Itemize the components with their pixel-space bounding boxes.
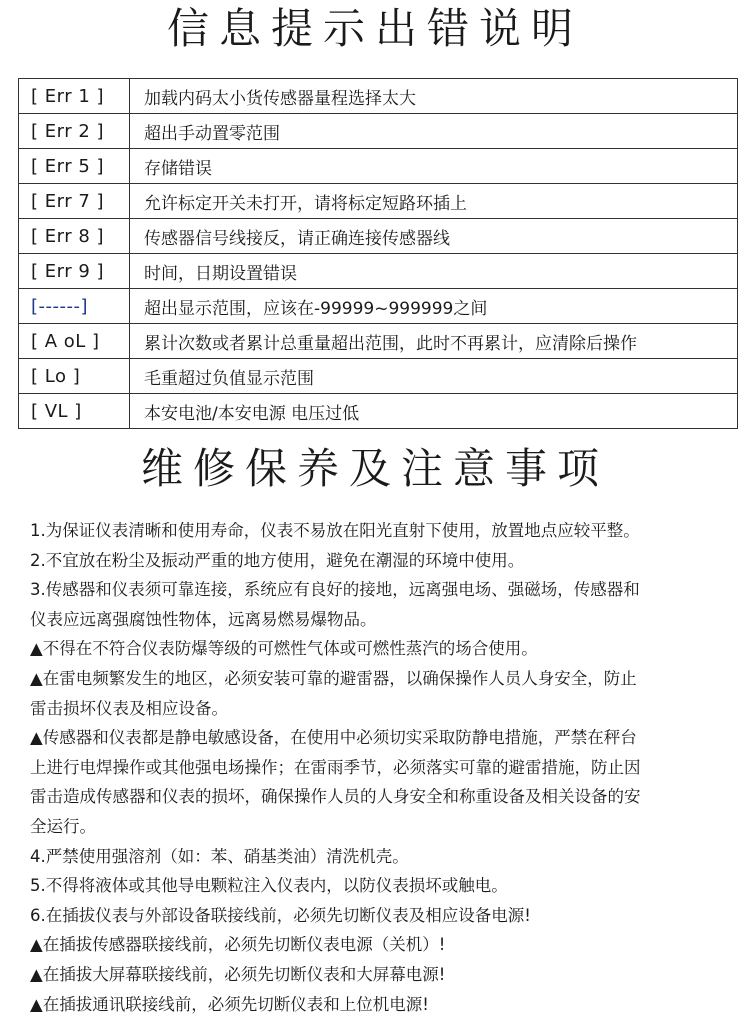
error-desc-cell: 允许标定开关未打开，请将标定短路环插上: [130, 184, 738, 219]
table-row: [19, 184, 738, 219]
error-code-table: [18, 78, 738, 429]
error-desc-cell: 存储错误: [130, 149, 738, 184]
note-line: 1.为保证仪表清晰和使用寿命，仪表不易放在阳光直射下使用，放置地点应较平整。: [30, 516, 730, 546]
error-desc-cell: 超出手动置零范围: [130, 114, 738, 149]
table-row: [19, 219, 738, 254]
error-code-cell: [ VL ]: [19, 394, 130, 429]
note-line: 雷击损坏仪表及相应设备。: [30, 694, 730, 724]
note-line: 3.传感器和仪表须可靠连接，系统应有良好的接地，远离强电场、强磁场，传感器和: [30, 575, 730, 605]
error-desc-cell: 累计次数或者累计总重量超出范围，此时不再累计，应清除后操作: [130, 324, 738, 359]
error-code-cell: [ Err 7 ]: [19, 184, 130, 219]
table-row: [19, 324, 738, 359]
note-line: ▲不得在不符合仪表防爆等级的可燃性气体或可燃性蒸汽的场合使用。: [30, 634, 730, 664]
error-code-cell: [------]: [19, 289, 130, 324]
error-code-cell: [ Lo ]: [19, 359, 130, 394]
table-row: [19, 114, 738, 149]
error-code-cell: [ Err 5 ]: [19, 149, 130, 184]
note-line: ▲在插拔大屏幕联接线前，必须先切断仪表和大屏幕电源!: [30, 960, 730, 990]
error-desc-cell: 时间，日期设置错误: [130, 254, 738, 289]
note-line: 5.不得将液体或其他导电颗粒注入仪表内，以防仪表损坏或触电。: [30, 871, 730, 901]
error-code-cell: [ Err 1 ]: [19, 79, 130, 114]
error-code-cell: [ A oL ]: [19, 324, 130, 359]
table-row: [19, 359, 738, 394]
note-line: 4.严禁使用强溶剂（如：苯、硝基类油）清洗机壳。: [30, 842, 730, 872]
maintenance-notes: [30, 516, 730, 1019]
note-line: 上进行电焊操作或其他强电场操作；在雷雨季节，必须落实可靠的避雷措施，防止因: [30, 753, 730, 783]
note-line: 2.不宜放在粉尘及振动严重的地方使用，避免在潮湿的环境中使用。: [30, 546, 730, 576]
error-desc-cell: 超出显示范围，应该在-99999~999999之间: [130, 289, 738, 324]
table-row: [19, 79, 738, 114]
note-line: 全运行。: [30, 812, 730, 842]
error-desc-cell: 毛重超过负值显示范围: [130, 359, 738, 394]
note-line: ▲在雷电频繁发生的地区，必须安装可靠的避雷器，以确保操作人员人身安全，防止: [30, 664, 730, 694]
note-line: ▲在插拔通讯联接线前，必须先切断仪表和上位机电源!: [30, 990, 730, 1019]
error-desc-cell: 本安电池/本安电源 电压过低: [130, 394, 738, 429]
note-line: 6.在插拔仪表与外部设备联接线前，必须先切断仪表及相应设备电源!: [30, 901, 730, 931]
error-desc-cell: 加载内码太小货传感器量程选择太大: [130, 79, 738, 114]
error-desc-cell: 传感器信号线接反，请正确连接传感器线: [130, 219, 738, 254]
table-row: [19, 394, 738, 429]
page-title-error-info: 信息提示出错说明: [0, 8, 750, 50]
error-code-cell: [ Err 8 ]: [19, 219, 130, 254]
note-line: 雷击造成传感器和仪表的损坏，确保操作人员的人身安全和称重设备及相关设备的安: [30, 782, 730, 812]
table-row: [19, 149, 738, 184]
note-line: ▲在插拔传感器联接线前，必须先切断仪表电源（关机）!: [30, 930, 730, 960]
table-row: [19, 289, 738, 324]
error-code-cell: [ Err 2 ]: [19, 114, 130, 149]
error-code-cell: [ Err 9 ]: [19, 254, 130, 289]
note-line: ▲传感器和仪表都是静电敏感设备，在使用中必须切实采取防静电措施，严禁在秤台: [30, 723, 730, 753]
section-title-maintenance: 维修保养及注意事项: [0, 448, 750, 490]
note-line: 仪表应远离强腐蚀性物体，远离易燃易爆物品。: [30, 605, 730, 635]
table-row: [19, 254, 738, 289]
